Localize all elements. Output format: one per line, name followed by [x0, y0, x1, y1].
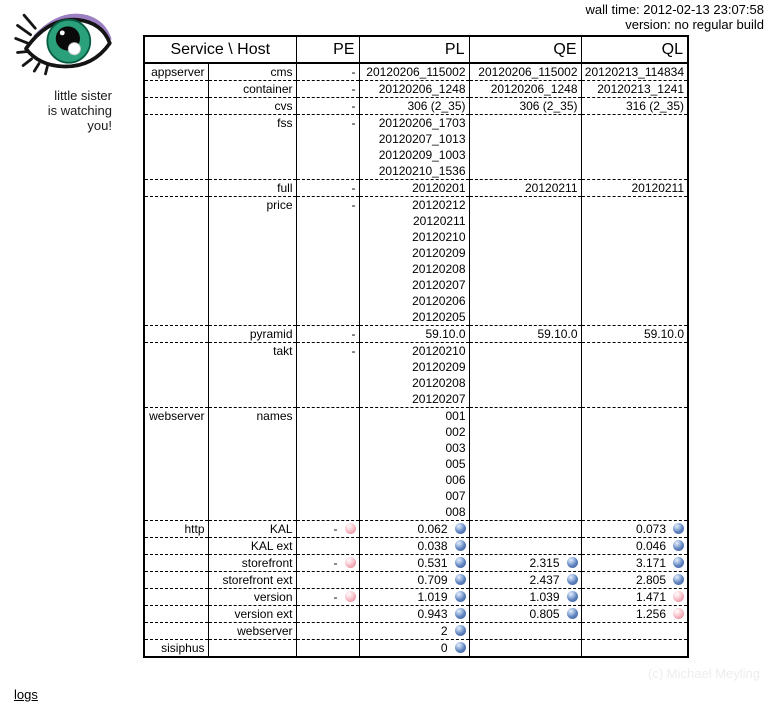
service-cell: http — [184, 522, 205, 536]
table-row — [144, 115, 688, 180]
pl-cell — [359, 606, 469, 623]
blue-status-ball-icon — [673, 523, 684, 534]
cell-value: 59.10.0 — [643, 327, 684, 341]
pl-cell — [359, 589, 469, 606]
cell-value: 20120208 — [412, 262, 466, 276]
pe-cell — [296, 521, 359, 538]
eye-icon — [14, 4, 118, 86]
cell-value: 20120213_1241 — [597, 82, 684, 96]
blue-status-ball-icon — [455, 557, 466, 568]
ql-cell — [581, 98, 688, 115]
cell-value: - — [351, 116, 356, 130]
service-cell — [144, 115, 208, 180]
cell-value: 006 — [445, 473, 466, 487]
cell-value: 0.046 — [585, 538, 685, 554]
blue-status-ball-icon — [455, 642, 466, 653]
table-header-row — [144, 36, 688, 63]
pe-cell — [296, 572, 359, 589]
table-row — [144, 326, 688, 343]
cell-value: 3.171 — [585, 555, 685, 571]
blue-status-ball-icon — [673, 574, 684, 585]
ql-cell — [581, 623, 688, 640]
ql-cell — [581, 81, 688, 98]
cell-value: 0 — [363, 640, 466, 656]
cell-value: 20120209 — [412, 360, 466, 374]
service-cell — [144, 572, 208, 589]
table-row — [144, 343, 688, 408]
cell-value: 20120205 — [412, 310, 466, 324]
service-cell — [144, 81, 208, 98]
qe-cell — [469, 589, 581, 606]
cell-value: - — [300, 589, 356, 605]
table-row — [144, 589, 688, 606]
cell-value: 20120208 — [412, 376, 466, 390]
blue-status-ball-icon — [455, 540, 466, 551]
pe-cell — [296, 180, 359, 197]
cell-value: 20120207_1013 — [378, 132, 466, 146]
qe-cell — [469, 81, 581, 98]
qe-cell — [469, 408, 581, 521]
cell-value: 20120209_1003 — [378, 148, 466, 162]
host-cell: webserver — [208, 623, 296, 640]
cell-value: 306 (2_35) — [519, 99, 578, 113]
pl-cell — [359, 197, 469, 326]
cell-value: 20120206_1248 — [490, 82, 578, 96]
cell-value: 0.709 — [363, 572, 466, 588]
cell-value: 1.039 — [473, 589, 578, 605]
pl-cell — [359, 326, 469, 343]
ql-cell — [581, 63, 688, 81]
cell-value: 20120210 — [412, 230, 466, 244]
pe-cell — [296, 538, 359, 555]
table-row — [144, 538, 688, 555]
table-row — [144, 81, 688, 98]
cell-value: - — [351, 181, 356, 195]
table-row — [144, 180, 688, 197]
host-cell: container — [208, 81, 296, 98]
cell-value: 20120206_115002 — [366, 65, 466, 79]
cell-value: 20120206 — [412, 294, 466, 308]
build-info — [585, 2, 764, 32]
qe-cell — [469, 538, 581, 555]
slogan-line: you! — [87, 118, 112, 133]
qe-cell — [469, 343, 581, 408]
host-cell: cvs — [208, 98, 296, 115]
pe-cell — [296, 81, 359, 98]
cell-value: 20120211 — [525, 181, 578, 195]
qe-cell — [469, 640, 581, 658]
blue-status-ball-icon — [567, 608, 578, 619]
ql-cell — [581, 343, 688, 408]
cell-value: - — [351, 65, 356, 79]
cell-value: 0.038 — [363, 538, 466, 554]
pe-cell — [296, 589, 359, 606]
table-row — [144, 63, 688, 81]
column-header-qe: QE — [469, 36, 581, 63]
column-header-pe: PE — [296, 36, 359, 63]
cell-value: 20120211 — [631, 181, 684, 195]
cell-value: 0.062 — [363, 521, 466, 537]
cell-value: 59.10.0 — [425, 327, 466, 341]
ql-cell — [581, 197, 688, 326]
service-cell — [144, 606, 208, 623]
pe-cell — [296, 640, 359, 658]
pl-cell — [359, 623, 469, 640]
cell-value: - — [300, 555, 356, 571]
logo-slogan — [18, 88, 112, 133]
service-cell — [144, 623, 208, 640]
host-cell: full — [208, 180, 296, 197]
column-header-service-host: Service \ Host — [144, 36, 296, 63]
logs-link[interactable]: logs — [14, 687, 38, 702]
table-row — [144, 606, 688, 623]
cell-value: 20120206_1703 — [378, 116, 466, 130]
host-cell — [208, 640, 296, 658]
host-cell: pyramid — [208, 326, 296, 343]
cell-value: 2.805 — [585, 572, 685, 588]
service-cell — [144, 197, 208, 326]
pl-cell — [359, 555, 469, 572]
cell-value: 1.256 — [585, 606, 685, 622]
pe-cell — [296, 606, 359, 623]
cell-value: 20120211 — [413, 214, 466, 228]
blue-status-ball-icon — [567, 591, 578, 602]
qe-cell — [469, 326, 581, 343]
cell-value: - — [300, 521, 356, 537]
cell-value: - — [351, 327, 356, 341]
host-cell: version — [208, 589, 296, 606]
column-header-pl: PL — [359, 36, 469, 63]
cell-value: - — [351, 344, 356, 358]
cell-value: 20120210_1536 — [378, 164, 466, 178]
host-cell: storefront — [208, 555, 296, 572]
pink-status-ball-icon — [673, 591, 684, 602]
cell-value: 20120209 — [412, 246, 466, 260]
pe-cell — [296, 63, 359, 81]
qe-cell — [469, 606, 581, 623]
pe-cell — [296, 555, 359, 572]
table-row — [144, 623, 688, 640]
cell-value: - — [351, 198, 356, 212]
pl-cell — [359, 572, 469, 589]
pe-cell — [296, 623, 359, 640]
ql-cell — [581, 640, 688, 658]
pink-status-ball-icon — [345, 557, 356, 568]
version-label: version: no regular build — [625, 17, 764, 32]
host-cell: cms — [208, 63, 296, 81]
ql-cell — [581, 521, 688, 538]
pl-cell — [359, 180, 469, 197]
pl-cell — [359, 408, 469, 521]
host-cell: KAL ext — [208, 538, 296, 555]
cell-value: 005 — [445, 457, 466, 471]
service-cell — [144, 589, 208, 606]
cell-value: 1.019 — [363, 589, 466, 605]
cell-value: 20120210 — [412, 344, 466, 358]
host-cell: version ext — [208, 606, 296, 623]
pe-cell — [296, 408, 359, 521]
cell-value: - — [351, 99, 356, 113]
service-cell — [144, 555, 208, 572]
cell-value: 20120212 — [412, 198, 466, 212]
cell-value: 002 — [445, 425, 466, 439]
pe-cell — [296, 343, 359, 408]
blue-status-ball-icon — [455, 625, 466, 636]
cell-value: 003 — [445, 441, 466, 455]
pink-status-ball-icon — [673, 608, 684, 619]
ql-cell — [581, 538, 688, 555]
pl-cell — [359, 81, 469, 98]
qe-cell — [469, 197, 581, 326]
service-cell — [144, 326, 208, 343]
ql-cell — [581, 326, 688, 343]
table-row — [144, 408, 688, 521]
pe-cell — [296, 197, 359, 326]
pink-status-ball-icon — [345, 591, 356, 602]
ql-cell — [581, 572, 688, 589]
blue-status-ball-icon — [455, 608, 466, 619]
slogan-line: is watching — [47, 103, 112, 118]
cell-value: 2.437 — [473, 572, 578, 588]
host-cell: takt — [208, 343, 296, 408]
host-cell: KAL — [208, 521, 296, 538]
service-cell: webserver — [149, 409, 205, 423]
cell-value: 306 (2_35) — [407, 99, 466, 113]
blue-status-ball-icon — [673, 557, 684, 568]
host-cell: fss — [208, 115, 296, 180]
ql-cell — [581, 606, 688, 623]
cell-value: 59.10.0 — [537, 327, 578, 341]
cell-value: 20120201 — [412, 181, 466, 195]
table-row — [144, 572, 688, 589]
cell-value: 2.315 — [473, 555, 578, 571]
column-header-ql: QL — [581, 36, 688, 63]
wall-time-label: wall time: 2012-02-13 23:07:58 — [585, 2, 764, 17]
pe-cell — [296, 98, 359, 115]
host-cell: price — [208, 197, 296, 326]
table-row — [144, 197, 688, 326]
pl-cell — [359, 640, 469, 658]
blue-status-ball-icon — [567, 574, 578, 585]
pl-cell — [359, 343, 469, 408]
copyright-label: (c) Michael Meyling — [648, 666, 760, 681]
eye-logo — [14, 4, 118, 86]
service-cell: appserver — [151, 65, 205, 79]
service-cell — [144, 98, 208, 115]
qe-cell — [469, 180, 581, 197]
qe-cell — [469, 521, 581, 538]
ql-cell — [581, 589, 688, 606]
blue-status-ball-icon — [567, 557, 578, 568]
table-row — [144, 521, 688, 538]
service-cell: sisiphus — [161, 641, 205, 655]
pl-cell — [359, 63, 469, 81]
service-cell — [144, 180, 208, 197]
host-cell: storefront ext — [208, 572, 296, 589]
qe-cell — [469, 623, 581, 640]
qe-cell — [469, 115, 581, 180]
pl-cell — [359, 115, 469, 180]
table-row — [144, 640, 688, 658]
pl-cell — [359, 521, 469, 538]
cell-value: 20120207 — [412, 278, 466, 292]
service-cell — [144, 343, 208, 408]
cell-value: 1.471 — [585, 589, 685, 605]
ql-cell — [581, 408, 688, 521]
slogan-line: little sister — [54, 88, 112, 103]
host-cell: names — [208, 408, 296, 521]
status-table-body — [144, 63, 688, 657]
ql-cell — [581, 180, 688, 197]
cell-value: 0.531 — [363, 555, 466, 571]
cell-value: 008 — [445, 505, 466, 519]
ql-cell — [581, 115, 688, 180]
status-table — [143, 35, 689, 658]
qe-cell — [469, 98, 581, 115]
cell-value: 20120207 — [412, 392, 466, 406]
cell-value: 20120213_114834 — [584, 65, 684, 79]
cell-value: 0.943 — [363, 606, 466, 622]
cell-value: - — [351, 82, 356, 96]
blue-status-ball-icon — [455, 523, 466, 534]
blue-status-ball-icon — [455, 574, 466, 585]
qe-cell — [469, 572, 581, 589]
cell-value: 007 — [445, 489, 466, 503]
cell-value: 0.805 — [473, 606, 578, 622]
table-row — [144, 555, 688, 572]
service-cell — [144, 538, 208, 555]
ql-cell — [581, 555, 688, 572]
pl-cell — [359, 538, 469, 555]
blue-status-ball-icon — [673, 540, 684, 551]
cell-value: 001 — [445, 409, 466, 423]
blue-status-ball-icon — [455, 591, 466, 602]
pink-status-ball-icon — [345, 523, 356, 534]
table-row — [144, 98, 688, 115]
cell-value: 2 — [363, 623, 466, 639]
cell-value: 20120206_115002 — [478, 65, 578, 79]
cell-value: 316 (2_35) — [625, 99, 684, 113]
pl-cell — [359, 98, 469, 115]
cell-value: 0.073 — [585, 521, 685, 537]
pe-cell — [296, 115, 359, 180]
cell-value: 20120206_1248 — [378, 82, 466, 96]
qe-cell — [469, 63, 581, 81]
pe-cell — [296, 326, 359, 343]
qe-cell — [469, 555, 581, 572]
